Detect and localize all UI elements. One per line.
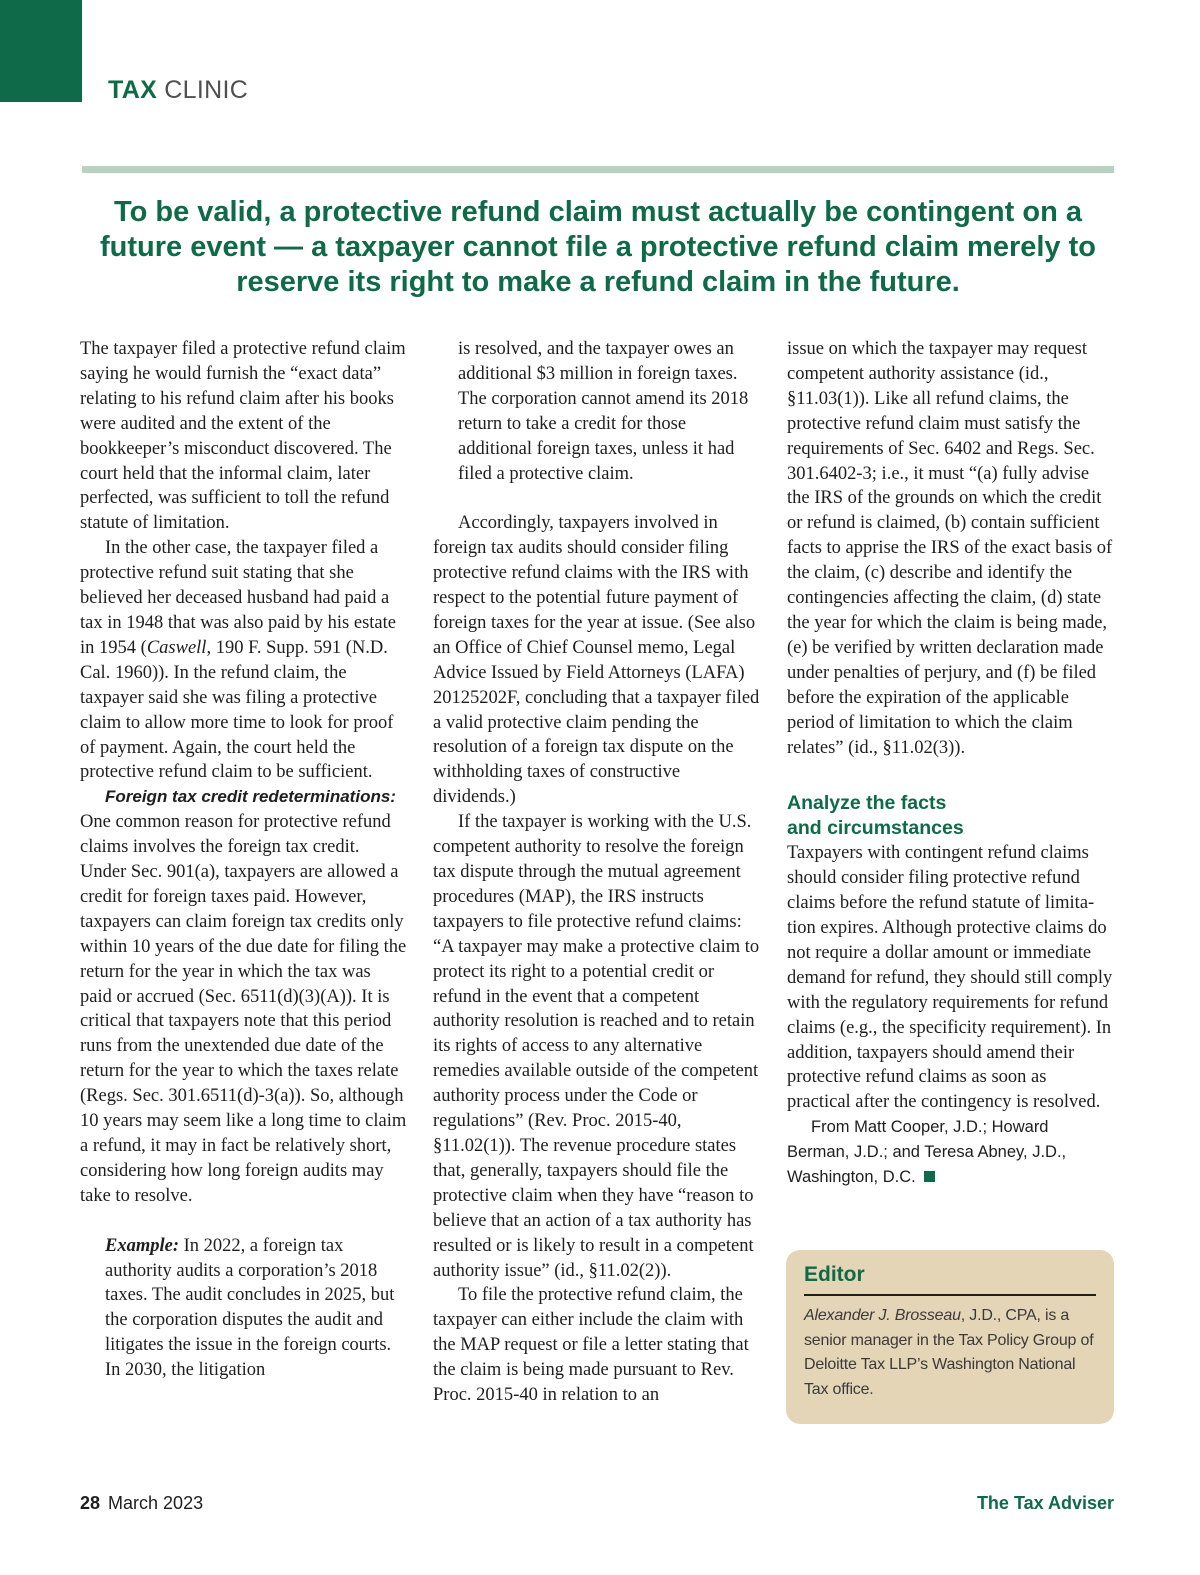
text-run: One common reason for protective refund claims involves the foreign tax credit. Under Sec. 901(a), taxpayers are allowed a credit for foreign taxes paid. However, taxpayers can claim foreign tax credits only within 10 years of the due date for filing the return for the year in which the tax was paid or accrued (Sec. 6511(d)(3)(A)). It is critical that taxpayers note that this period runs from the unextended due date of the return for the year to which the taxes relate (Regs. Sec. 301.6511(d)-3(a)). So, although 10 years may seem like a long time to claim a refund, it may in fact be relatively short, considering how long foreign audits may take to resolve. [80, 812, 407, 1206]
column-2 [433, 337, 763, 1408]
case-citation: Caswell [146, 637, 207, 658]
text-run: In the other case, the taxpayer filed a protective refund suit stating that she believed her deceased husband had paid a tax in 1948 that was also paid by his estate in 1954 ( [80, 538, 396, 658]
example-paragraph [80, 1234, 407, 1383]
corner-color-block [0, 0, 82, 102]
paragraph: Accordingly, taxpayers involved in foreign tax audits should consider filing protective refund claims with the IRS with respect to the potential future payment of foreign taxes for the year at issue. (See also an Office of Chief Counsel memo, Legal Advice Issued by Field Attorneys (LAFA) 20125202F, concluding that a taxpayer filed a valid protective claim pending the resolution of a foreign tax dispute on the withholding taxes of constructive dividends.) [433, 513, 760, 808]
editor-box-title: Editor [804, 1262, 1096, 1296]
author-byline [787, 1115, 1114, 1190]
section-label [108, 76, 248, 105]
end-mark-icon [924, 1171, 935, 1182]
example-paragraph-continued: is resolved, and the taxpayer owes an additional $3 million in foreign taxes. The corporation cannot amend its 2018 return to take a credit for those additional foreign taxes, unless it had filed a protective claim. [458, 339, 749, 484]
section-label-light: CLINIC [164, 76, 249, 104]
page-footer-left [80, 1493, 203, 1514]
pull-quote: To be valid, a protective refund claim must actually be contingent on a future event — a taxpayer cannot file a protective refund claim merely to reserve its right to make a refund claim in the future. [100, 196, 1096, 298]
subheading [787, 791, 1114, 841]
editor-name: Alexander J. Brosseau [804, 1307, 961, 1324]
editor-bio-text: , J.D., CPA, is a senior manager in the Tax Policy Group of Deloitte Tax LLP’s Washington National Tax office. [804, 1307, 1094, 1398]
paragraph: The taxpayer filed a protective refund claim saying he would furnish the “exact data” relating to his refund claim after his books were audited and the extent of the bookkeeper’s misconduct discovered. The court held that the informal claim, later perfected, was sufficient to toll the refund statute of limitation. [80, 339, 406, 534]
text-run: , 190 F. Supp. 591 (N.D. Cal. 1960)). In the refund claim, the taxpayer said she was filing a protective claim to allow more time to look for proof of payment. Again, the court held the protective refund claim to be sufficient. [80, 637, 394, 783]
example-label: Example: [105, 1235, 179, 1256]
spacer [787, 760, 1114, 785]
paragraph [80, 785, 407, 1208]
spacer [80, 1209, 407, 1234]
paragraph [80, 536, 407, 785]
pull-quote-rule [82, 166, 1114, 173]
column-3 [787, 337, 1114, 1190]
paragraph: Taxpayers with contingent refund claims should consider filing protective refund claims before the refund statute of limitation expires. Although protective claims do not require a dollar amount or immediate demand for refund, they should still comply with the regulatory requirements for refund claims (e.g., the specificity requirement). In addition, taxpayers should amend their protective refund claims as soon as practical after the contingency is resolved. [787, 843, 1113, 1113]
issue-date: March 2023 [108, 1493, 204, 1513]
paragraph: To file the protective refund claim, the taxpayer can either include the claim with the MAP request or file a letter stating that the claim is being made pursuant to Rev. Proc. 2015-40 in relation to an [433, 1285, 749, 1406]
editor-box [786, 1250, 1114, 1424]
spacer [433, 486, 763, 511]
subheading-line: and circumstances [787, 817, 964, 840]
byline-text: From Matt Cooper, J.D.; Howard Berman, J.D.; and Teresa Abney, J.D., Washington, D.C. [787, 1118, 1067, 1187]
editor-bio [804, 1304, 1096, 1402]
text-run: In 2022, a foreign tax authority audits a corporation’s 2018 taxes. The audit concludes in 2025, but the corporation disputes the audit and litigates the issue in the foreign courts. In 2030, the litigation [105, 1235, 395, 1381]
section-label-strong: TAX [108, 76, 158, 104]
publication-name: The Tax Adviser [976, 1493, 1114, 1513]
page-number: 28 [80, 1493, 101, 1513]
column-1 [80, 337, 407, 1383]
paragraph: If the taxpayer is working with the U.S. competent authority to resolve the foreign tax dispute through the mutual agreement procedures (MAP), the IRS instructs taxpayers to file protective refund claims: “A taxpayer may make a protective claim to protect its right to a potential credit or refund in the event that a competent authority resolution is reached and to retain its rights of access to any alternative remedies available outside of the competent authority process under the Code or regulations” (Rev. Proc. 2015-40, §11.02(1)). The revenue procedure states that, generally, taxpayers should file the protective claim when they have “reason to believe that an action of a tax authority has resulted or is likely to result in a competent authority issue” (id., §11.02(2)). [433, 812, 760, 1281]
run-in-heading: Foreign tax credit redeterminations: [105, 787, 396, 807]
paragraph: issue on which the taxpayer may request competent authority assistance (id., §11.03(1)). Like all refund claims, the protective refund claim must satisfy the requirements of Sec. 6402 and Regs. Sec. 301.6402-3; i.e., it must “(a) fully advise the IRS of the grounds on which the credit or refund is claimed, (b) contain sufficient facts to apprise the IRS of the exact basis of the claim, (c) describe and identify the contingencies affecting the claim, (d) state the year for which the claim is being made, (e) be verified by written declaration made under penalties of perjury, and (f) be filed before the expiration of the applicable period of limitation to which the claim relates” (id., §11.02(3)). [787, 339, 1113, 758]
subheading-line: Analyze the facts [787, 792, 947, 815]
